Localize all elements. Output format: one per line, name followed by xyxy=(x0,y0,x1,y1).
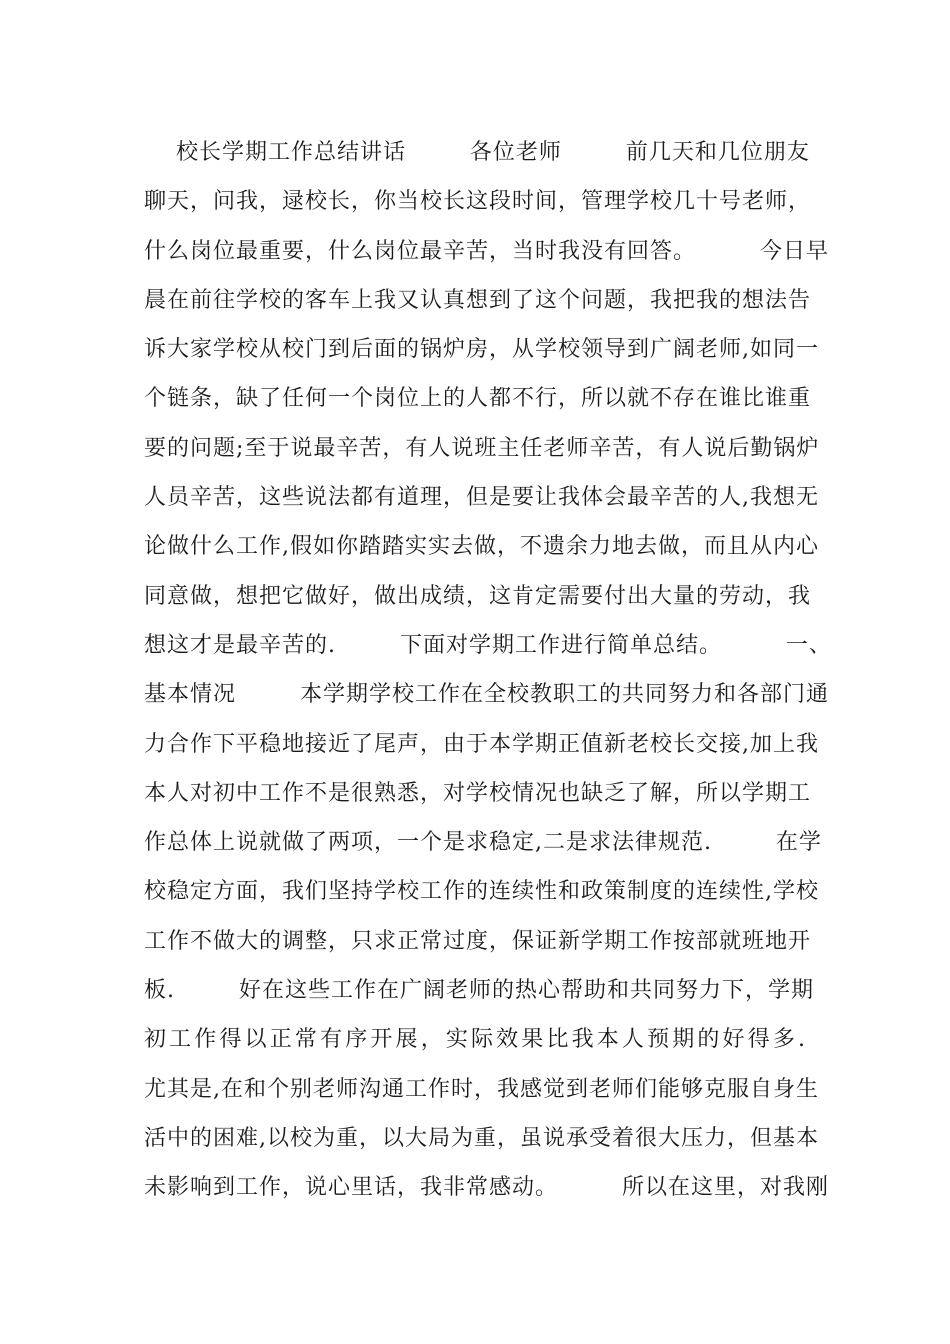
text-line: 工作不做大的调整，只求正常过度，保证新学期工作按部就班地开 xyxy=(144,928,812,954)
text-line: 聊天，问我，逯校长，你当校长这段时间，管理学校几十号老师， xyxy=(144,189,812,215)
text-line: 同意做，想把它做好，做出成绩，这肯定需要付出大量的劳动，我 xyxy=(144,583,812,609)
speech-text-body xyxy=(144,128,832,1213)
text-line: 人员辛苦，这些说法都有道理，但是要让我体会最辛苦的人,我想无 xyxy=(144,485,819,511)
text-line: 要的问题;至于说最辛苦，有人说班主任老师辛苦，有人说后勤锅炉 xyxy=(144,435,820,461)
text-line: 晨在前往学校的客车上我又认真想到了这个问题，我把我的想法告 xyxy=(144,287,812,313)
text-line: 板. 好在这些工作在广阔老师的热心帮助和共同努力下，学期 xyxy=(144,978,814,1004)
text-line: 论做什么工作,假如你踏踏实实去做，不遗余力地去做，而且从内心 xyxy=(144,534,819,560)
text-line: 基本情况 本学期学校工作在全校教职工的共同努力和各部门通 xyxy=(144,682,829,708)
text-line: 初工作得以正常有序开展，实际效果比我本人预期的好得多. xyxy=(144,1027,806,1053)
text-line: 作总体上说就做了两项，一个是求稳定,二是求法律规范. 在学 xyxy=(144,830,822,856)
text-line: 校长学期工作总结讲话 各位老师 前几天和几位朋友 xyxy=(144,140,810,165)
text-line: 想这才是最辛苦的. 下面对学期工作进行简单总结。 一、 xyxy=(144,632,832,658)
text-line: 诉大家学校从校门到后面的锅炉房，从学校领导到广阔老师,如同一 xyxy=(144,337,819,363)
text-line: 尤其是,在和个别老师沟通工作时，我感觉到老师们能够克服自身生 xyxy=(144,1076,819,1102)
text-line: 本人对初中工作不是很熟悉，对学校情况也缺乏了解，所以学期工 xyxy=(144,780,812,806)
text-line: 校稳定方面，我们坚持学校工作的连续性和政策制度的连续性,学校 xyxy=(144,879,819,905)
text-line: 力合作下平稳地接近了尾声，由于本学期正值新老校长交接,加上我 xyxy=(144,731,819,757)
text-line: 未影响到工作，说心里话，我非常感动。 所以在这里，对我刚 xyxy=(144,1175,829,1201)
text-line: 活中的困难,以校为重，以大局为重，虽说承受着很大压力，但基本 xyxy=(144,1125,819,1151)
text-line: 什么岗位最重要，什么岗位最辛苦，当时我没有回答。 今日早 xyxy=(144,238,829,264)
text-line: 个链条，缺了任何一个岗位上的人都不行，所以就不存在谁比谁重 xyxy=(144,386,812,412)
